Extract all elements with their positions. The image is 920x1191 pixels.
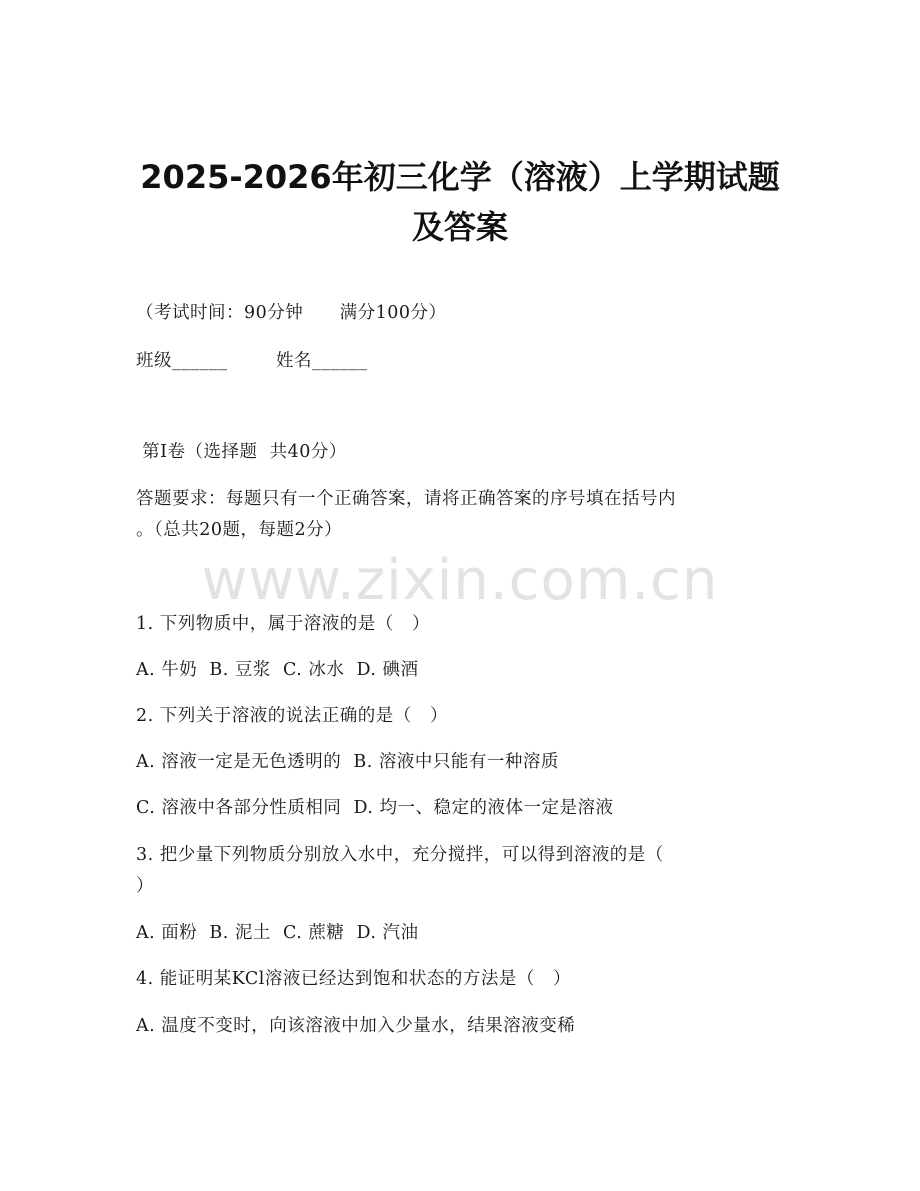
question-4-option-a: A. 温度不变时，向该溶液中加入少量水，结果溶液变稀 bbox=[136, 1016, 576, 1036]
question-1-stem: 1. 下列物质中，属于溶液的是（ ） bbox=[136, 614, 430, 634]
question-3-stem-line-2: ） bbox=[136, 876, 154, 896]
section-instructions-line-1: 答题要求：每题只有一个正确答案，请将正确答案的序号填在括号内 bbox=[136, 489, 676, 509]
question-1-options: A. 牛奶 B. 豆浆 C. 冰水 D. 碘酒 bbox=[136, 660, 419, 680]
question-2-options-line-1: A. 溶液一定是无色透明的 B. 溶液中只能有一种溶质 bbox=[136, 752, 559, 772]
question-3-options: A. 面粉 B. 泥土 C. 蔗糖 D. 汽油 bbox=[136, 923, 419, 943]
section-heading: 第I卷（选择题 共40分） bbox=[136, 442, 347, 462]
document-title-line-2: 及答案 bbox=[411, 208, 508, 246]
watermark: www.zixin.com.cn bbox=[201, 548, 719, 613]
question-3-stem-line-1: 3. 把少量下列物质分别放入水中，充分搅拌，可以得到溶液的是（ bbox=[136, 845, 664, 865]
exam-info: （考试时间：90分钟 满分100分） bbox=[136, 303, 447, 323]
document-title-line-1: 2025-2026年初三化学（溶液）上学期试题 bbox=[140, 158, 780, 196]
student-info: 班级______ 姓名______ bbox=[136, 351, 368, 371]
question-4-stem: 4. 能证明某KCl溶液已经达到饱和状态的方法是（ ） bbox=[136, 969, 572, 989]
section-instructions-line-2: 。（总共20题，每题2分） bbox=[136, 520, 343, 540]
question-2-options-line-2: C. 溶液中各部分性质相同 D. 均一、稳定的液体一定是溶液 bbox=[136, 798, 614, 818]
question-2-stem: 2. 下列关于溶液的说法正确的是（ ） bbox=[136, 706, 448, 726]
